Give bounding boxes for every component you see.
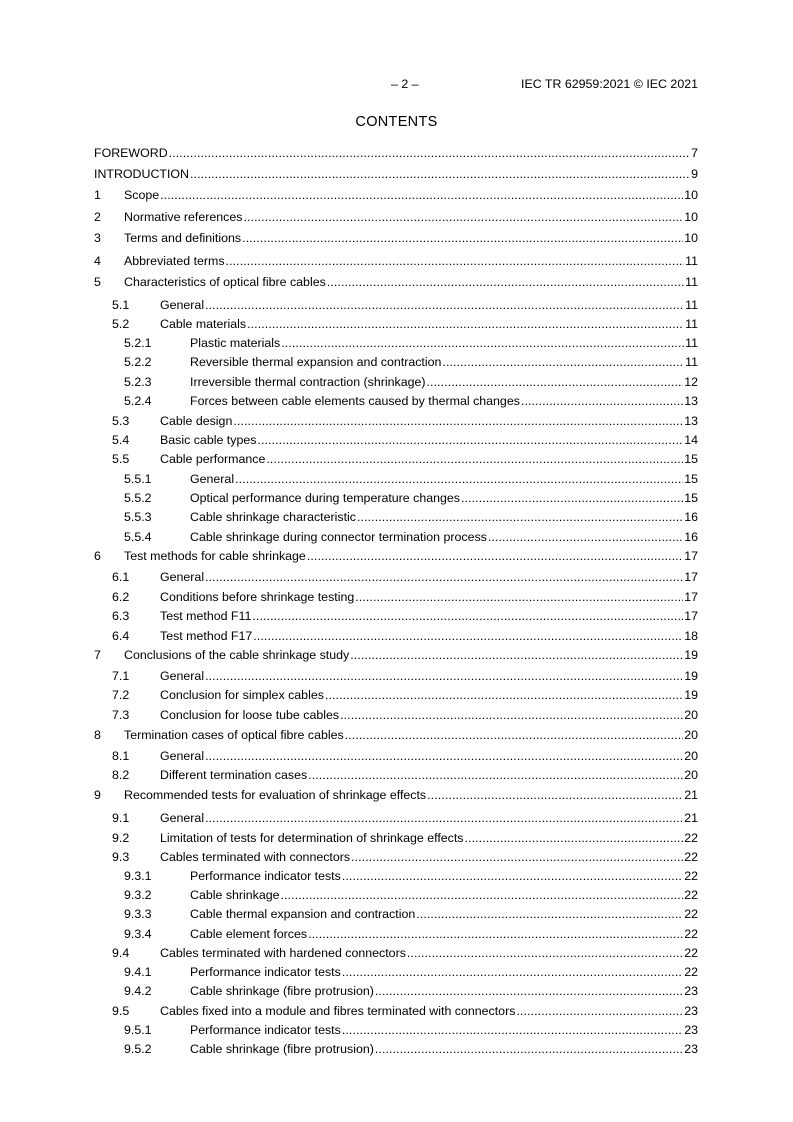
dot-leader [357,510,683,524]
toc-entry-number: 5.5.1 [124,472,152,486]
toc-entry-page: 10 [684,231,698,245]
toc-entry[interactable] [94,433,698,447]
toc-entry-page: 18 [684,629,698,643]
toc-entry-page: 22 [684,831,698,845]
toc-entry-label: Conclusion for simplex cables [160,688,324,702]
toc-entry[interactable] [94,869,698,883]
toc-entry-number: 5.1 [112,298,130,312]
toc-entry-page: 22 [684,907,698,921]
toc-entry[interactable] [94,375,698,389]
dot-leader [205,298,684,312]
toc-entry[interactable] [94,510,698,524]
toc-entry[interactable] [94,549,698,563]
toc-entry-label: Termination cases of optical fibre cables [124,728,344,742]
toc-entry-page: 16 [684,530,698,544]
toc-entry[interactable] [94,768,698,782]
toc-entry-number: 6.1 [112,570,130,584]
toc-entry[interactable] [94,850,698,864]
dot-leader [342,965,683,979]
toc-entry-number: 5.5.4 [124,530,152,544]
toc-entry-page: 15 [684,491,698,505]
toc-entry[interactable] [94,888,698,902]
toc-entry-page: 20 [684,768,698,782]
toc-entry-number: 5.5 [112,452,130,466]
toc-entry-page: 22 [684,869,698,883]
dot-leader [345,728,684,742]
toc-entry[interactable] [94,1042,698,1056]
toc-entry-label: Reversible thermal expansion and contraction [190,355,442,369]
dot-leader [160,188,683,202]
toc-entry-page: 17 [684,549,698,563]
toc-entry-label: Cable materials [160,317,247,331]
dot-leader [253,629,683,643]
toc-entry-label: Cable shrinkage (fibre protrusion) [190,984,374,998]
dot-leader [465,831,684,845]
toc-entry[interactable] [94,907,698,921]
toc-entry-page: 23 [684,1042,698,1056]
toc-entry-number: 8.1 [112,749,130,763]
toc-entry-label: Cable element forces [190,927,308,941]
dot-leader [416,907,683,921]
toc-entry[interactable] [94,984,698,998]
toc-entry-number: 8.2 [112,768,130,782]
toc-entry[interactable] [94,728,698,742]
toc-entry-label: Test methods for cable shrinkage [124,549,306,563]
dot-leader [308,768,683,782]
toc-entry[interactable] [94,188,698,202]
toc-entry-page: 9 [691,167,698,181]
toc-entry-page: 23 [684,1023,698,1037]
toc-entry-page: 17 [684,609,698,623]
toc-entry-number: 5.4 [112,433,130,447]
toc-entry[interactable] [94,688,698,702]
dot-leader [205,570,683,584]
toc-entry-page: 15 [684,452,698,466]
dot-leader [461,491,683,505]
toc-entry-page: 21 [684,788,698,802]
toc-entry-label: Cables fixed into a module and fibres terminated with connectors [160,1004,516,1018]
toc-entry-label: Conditions before shrinkage testing [160,590,355,604]
toc-entry-label: Cable shrinkage characteristic [190,510,356,524]
toc-entry-number: 6 [94,549,101,563]
dot-leader [325,688,683,702]
dot-leader [308,927,683,941]
toc-entry-page: 7 [691,146,698,160]
toc-entry[interactable] [94,355,698,369]
toc-entry-page: 22 [684,927,698,941]
toc-entry-label: Cables terminated with hardened connectors [160,946,406,960]
toc-entry-page: 11 [685,317,698,331]
toc-entry-page: 20 [684,749,698,763]
toc-entry-label: Limitation of tests for determination of shrinkage effects [160,831,464,845]
toc-entry[interactable] [94,609,698,623]
toc-entry-number: 5.5.3 [124,510,152,524]
dot-leader [340,708,683,722]
toc-entry-number: 9 [94,788,101,802]
toc-entry[interactable] [94,570,698,584]
dot-leader [307,549,683,563]
toc-entry[interactable] [94,394,698,408]
toc-entry-page: 12 [684,375,698,389]
toc-entry-label: Performance indicator tests [190,965,341,979]
toc-entry[interactable] [94,831,698,845]
toc-entry[interactable] [94,146,698,160]
toc-entry-number: 5.5.2 [124,491,152,505]
toc-entry[interactable] [94,317,698,331]
toc-entry-number: 9.5.1 [124,1023,152,1037]
toc-entry-label: Abbreviated terms [124,254,225,268]
toc-entry-page: 11 [685,336,698,350]
toc-entry-number: 1 [94,188,101,202]
toc-entry-number: 9.3.3 [124,907,152,921]
toc-entry-label: Cables terminated with connectors [160,850,351,864]
toc-entry-label: Test method F17 [160,629,253,643]
toc-entry-number: 5.2.3 [124,375,152,389]
toc-entry[interactable] [94,254,698,268]
toc-entry-number: 9.5.2 [124,1042,152,1056]
toc-entry-label: Plastic materials [190,336,281,350]
toc-entry-number: 5 [94,275,101,289]
toc-entry-page: 17 [684,570,698,584]
toc-entry-page: 21 [684,811,698,825]
toc-entry-number: 7.2 [112,688,130,702]
dot-leader [233,414,683,428]
page-number: – 2 – [391,77,419,91]
dot-leader [190,167,690,181]
toc-entry[interactable] [94,946,698,960]
toc-entry[interactable] [94,275,698,289]
dot-leader [235,472,683,486]
toc-entry-number: 6.2 [112,590,130,604]
toc-entry-number: 9.3.4 [124,927,152,941]
toc-entry-page: 11 [685,275,698,289]
dot-leader [243,210,683,224]
toc-entry-label: General [160,669,205,683]
toc-entry-number: 5.2.4 [124,394,152,408]
toc-entry-page: 17 [684,590,698,604]
toc-entry-page: 15 [684,472,698,486]
toc-entry-page: 16 [684,510,698,524]
toc-entry[interactable] [94,927,698,941]
dot-leader [355,590,683,604]
page-title: CONTENTS [355,114,438,130]
dot-leader [242,231,683,245]
toc-entry[interactable] [94,1023,698,1037]
toc-entry-label: Cable performance [160,452,266,466]
toc-entry[interactable] [94,965,698,979]
toc-entry-label: Scope [124,188,160,202]
toc-entry-page: 14 [684,433,698,447]
page-header [94,77,698,93]
toc-entry[interactable] [94,472,698,486]
toc-entry[interactable] [94,708,698,722]
dot-leader [488,530,683,544]
toc-entry-label: Cable shrinkage (fibre protrusion) [190,1042,374,1056]
toc-entry-number: 9.3.2 [124,888,152,902]
toc-entry-page: 10 [684,210,698,224]
toc-entry-number: 9.4.1 [124,965,152,979]
toc-entry-label: Performance indicator tests [190,869,341,883]
toc-entry-page: 22 [684,965,698,979]
toc-entry[interactable] [94,210,698,224]
toc-entry[interactable] [94,231,698,245]
dot-leader [205,811,683,825]
dot-leader [375,984,683,998]
dot-leader [257,433,683,447]
toc-entry[interactable] [94,811,698,825]
toc-entry-page: 19 [684,688,698,702]
dot-leader [169,146,690,160]
toc-entry-page: 23 [684,984,698,998]
toc-entry-number: 9.1 [112,811,130,825]
toc-entry-page: 13 [684,414,698,428]
toc-entry-label: Irreversible thermal contraction (shrinkage) [190,375,426,389]
dot-leader [327,275,684,289]
toc-entry-number: 2 [94,210,101,224]
toc-entry-label: Recommended tests for evaluation of shrinkage effects [124,788,427,802]
toc-entry[interactable] [94,669,698,683]
dot-leader [281,336,684,350]
toc-entry[interactable] [94,788,698,802]
toc-entry-page: 11 [685,355,698,369]
toc-entry-label: Conclusions of the cable shrinkage study [124,648,350,662]
toc-entry-label: Basic cable types [160,433,257,447]
toc-entry[interactable] [94,1004,698,1018]
toc-entry-page: 19 [684,669,698,683]
toc-entry-label: General [190,472,235,486]
document-id: IEC TR 62959:2021 © IEC 2021 [521,77,698,91]
toc-entry-number: 8 [94,728,101,742]
dot-leader [427,788,683,802]
dot-leader [521,394,683,408]
toc-entry-page: 20 [684,708,698,722]
dot-leader [407,946,683,960]
dot-leader [351,850,683,864]
toc-entry-number: 9.2 [112,831,130,845]
toc-entry-number: 7.1 [112,669,130,683]
toc-entry-label: FOREWORD [94,146,168,160]
dot-leader [281,888,684,902]
dot-leader [516,1004,683,1018]
dot-leader [266,452,683,466]
toc-entry-number: 9.3 [112,850,130,864]
toc-entry-page: 11 [685,298,698,312]
toc-entry-label: General [160,298,205,312]
toc-entry-page: 22 [684,946,698,960]
toc-entry[interactable] [94,648,698,662]
toc-entry-number: 3 [94,231,101,245]
dot-leader [350,648,683,662]
toc-entry[interactable] [94,414,698,428]
toc-entry[interactable] [94,749,698,763]
toc-entry-number: 7.3 [112,708,130,722]
dot-leader [375,1042,683,1056]
toc-entry[interactable] [94,452,698,466]
dot-leader [205,749,683,763]
toc-entry-label: Performance indicator tests [190,1023,341,1037]
toc-entry-number: 6.3 [112,609,130,623]
toc-entry-label: General [160,811,205,825]
toc-entry-label: Normative references [124,210,243,224]
dot-leader [342,1023,683,1037]
toc-entry-label: Test method F11 [160,609,252,623]
toc-entry-label: Cable shrinkage during connector termination process [190,530,487,544]
toc-entry-label: Different termination cases [160,768,308,782]
toc-entry-number: 5.2.1 [124,336,152,350]
toc-entry-page: 19 [684,648,698,662]
toc-entry-number: 6.4 [112,629,130,643]
toc-entry-page: 20 [684,728,698,742]
dot-leader [342,869,683,883]
dot-leader [442,355,684,369]
toc-entry-label: Characteristics of optical fibre cables [124,275,326,289]
toc-entry-number: 4 [94,254,101,268]
toc-entry-label: Cable thermal expansion and contraction [190,907,416,921]
toc-entry-number: 9.5 [112,1004,130,1018]
dot-leader [427,375,684,389]
toc-entry-label: General [160,570,205,584]
toc-entry-number: 5.2.2 [124,355,152,369]
toc-entry[interactable] [94,167,698,181]
toc-entry-label: General [160,749,205,763]
dot-leader [205,669,683,683]
toc-entry-label: Forces between cable elements caused by thermal changes [190,394,520,408]
toc-entry-number: 5.2 [112,317,130,331]
toc-entry-page: 13 [684,394,698,408]
dot-leader [252,609,683,623]
toc-entry-label: Optical performance during temperature changes [190,491,460,505]
toc-entry-page: 22 [684,888,698,902]
toc-entry-label: Cable design [160,414,233,428]
dot-leader [226,254,685,268]
toc-entry-label: INTRODUCTION [94,167,189,181]
toc-entry[interactable] [94,491,698,505]
toc-entry-number: 9.3.1 [124,869,152,883]
toc-entry-page: 11 [685,254,698,268]
toc-entry-label: Cable shrinkage [190,888,280,902]
toc-entry[interactable] [94,590,698,604]
toc-entry-page: 23 [684,1004,698,1018]
toc-entry[interactable] [94,629,698,643]
toc-entry[interactable] [94,298,698,312]
toc-entry[interactable] [94,336,698,350]
toc-entry-number: 9.4.2 [124,984,152,998]
toc-entry-page: 22 [684,850,698,864]
toc-entry-page: 10 [684,188,698,202]
toc-entry-label: Conclusion for loose tube cables [160,708,340,722]
dot-leader [247,317,684,331]
toc-entry[interactable] [94,530,698,544]
toc-entry-number: 5.3 [112,414,130,428]
toc-entry-label: Terms and definitions [124,231,242,245]
toc-entry-number: 9.4 [112,946,130,960]
toc-entry-number: 7 [94,648,101,662]
